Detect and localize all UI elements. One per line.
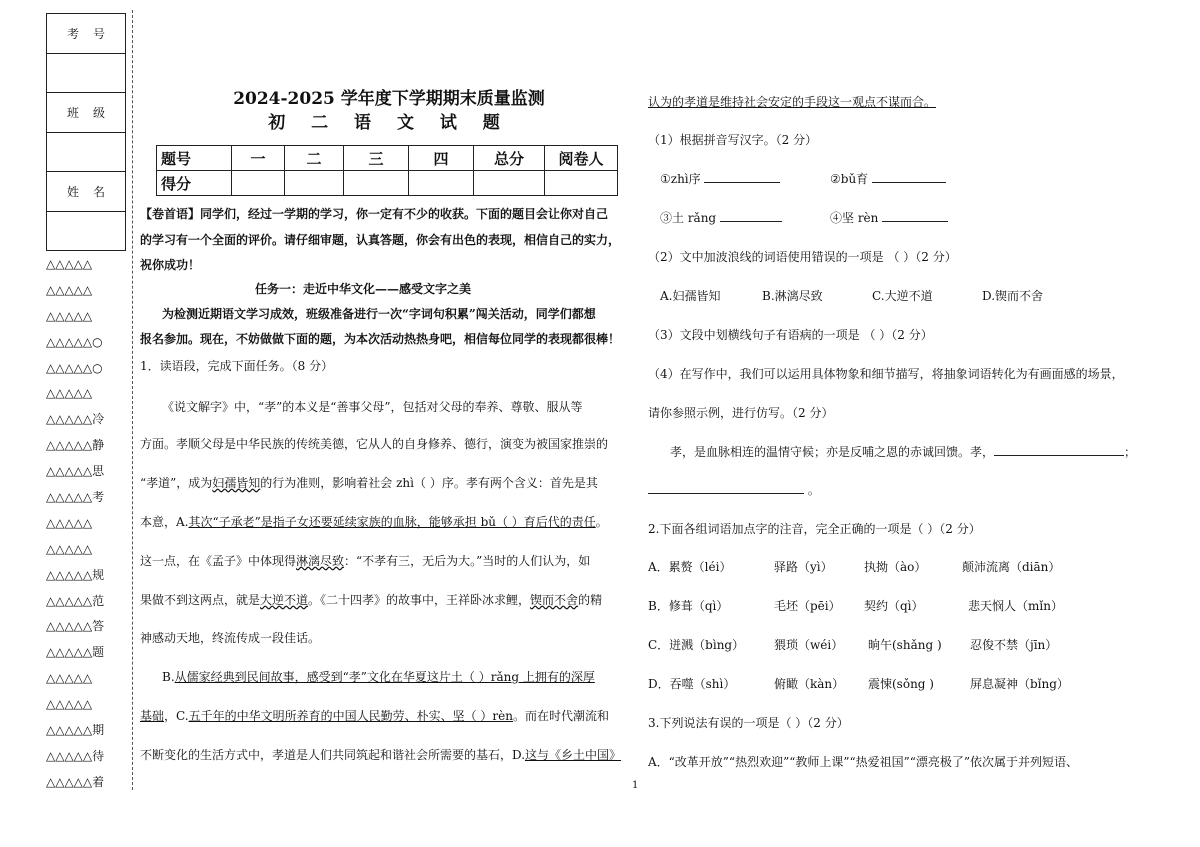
- score-cell[interactable]: [285, 171, 344, 196]
- triangle-row: △△△△△: [46, 386, 93, 401]
- wavy-word: 妇孺皆知: [212, 476, 261, 490]
- passage-line: 本意，A.其次“子承老”是指子女还要延续家族的血脉，能够承担 bǔ（ ）育后代的责任。: [140, 515, 608, 529]
- subq1-stem: （1）根据拼音写汉字。（2 分）: [648, 133, 818, 147]
- binding-dashed-line: [132, 10, 133, 790]
- score-cell[interactable]: [232, 171, 285, 196]
- passage-line: 《说文解字》中，“孝”的本义是“善事父母”，包括对父母的奉养、尊敬、服从等: [162, 400, 583, 414]
- score-table: [156, 145, 618, 196]
- pinyin-item: ④坚 rèn: [830, 209, 948, 226]
- intro-line: 【卷首语】同学们，经过一学期的学习，你一定有不少的收获。下面的题目会让你对自己: [140, 207, 609, 221]
- triangle-row: △△△△△: [46, 282, 93, 297]
- passage-line: 这一点，在《孟子》中体现得淋漓尽致：“不孝有三，无后为大。”当时的人们认为，如: [140, 554, 591, 568]
- passage-line: 方面。孝顺父母是中华民族的传统美德，它从人的自身修养、德行，演变为被国家推崇的: [140, 437, 609, 451]
- answer-blank[interactable]: [704, 170, 780, 183]
- score-table-header-row: [157, 146, 618, 171]
- triangle-row: △△△△△○: [46, 334, 103, 349]
- score-cell[interactable]: [545, 171, 618, 196]
- triangle-row: △△△△△期: [46, 723, 105, 738]
- student-info-box: [46, 13, 126, 251]
- pinyin-item: ②bǔ育: [830, 170, 946, 187]
- passage-line: 不断变化的生活方式中，孝道是人们共同筑起和谐社会所需要的基石，D.这与《乡土中国》: [140, 748, 622, 762]
- answer-blank[interactable]: [720, 209, 782, 222]
- table-cell: 总分: [474, 146, 545, 171]
- table-cell: 得分: [157, 171, 232, 196]
- table-cell: 二: [285, 146, 344, 171]
- option-d: D.锲而不舍: [982, 289, 1044, 303]
- triangle-row: △△△△△: [46, 308, 93, 323]
- table-cell: 题号: [157, 146, 232, 171]
- option-c: C.大逆不道: [872, 289, 933, 303]
- subq2-stem: （2）文中加波浪线的词语使用错误的一项是 （ ）（2 分）: [648, 250, 957, 264]
- imitation-example: 孝，是血脉相连的温情守候；亦是反哺之恩的赤诚回馈。孝， ；: [670, 445, 1137, 459]
- option-a: A.妇孺皆知: [660, 289, 721, 303]
- triangle-row: △△△△△题: [46, 645, 105, 660]
- underlined-sentence-b: 从儒家经典到民间故事，感受到“孝”文化在华夏这片土（ ）rǎng 上拥有的深厚: [174, 670, 595, 684]
- wavy-word: 大逆不道: [260, 593, 309, 607]
- class-label: 班级: [47, 93, 125, 133]
- q3-stem: 3.下列说法有误的一项是（ ）（2 分）: [648, 716, 849, 730]
- passage-line: 基础，C.五千年的中华文明所养育的中国人民勤劳、朴实、坚（ ）rèn。而在时代潮流和: [140, 709, 609, 723]
- triangle-row: △△△△△冷: [46, 412, 105, 427]
- q3-option-a: A．“改革开放”“热烈欢迎”“教师上课”“热爱祖国”“漂亮极了”依次属于并列短语、: [648, 755, 1079, 769]
- underlined-sentence-a: 其次“子承老”是指子女还要延续家族的血脉，能够承担 bǔ（ ）育后代的责任: [188, 515, 596, 529]
- triangle-row: △△△△△思: [46, 464, 105, 479]
- passage-line: 果做不到这两点，就是大逆不道。《二十四孝》的故事中，王祥卧冰求鲤，锲而不舍的精: [140, 593, 603, 607]
- exam-title: 2024-2025 学年度下学期期末质量监测: [233, 89, 545, 109]
- table-cell: 四: [409, 146, 474, 171]
- triangle-row: △△△△△: [46, 671, 93, 686]
- triangle-row: △△△△△: [46, 515, 93, 530]
- q2-stem: 2.下面各组词语加点字的注音，完全正确的一项是（ ）（2 分）: [648, 522, 981, 536]
- triangle-row: △△△△△○: [46, 360, 103, 375]
- triangle-row: △△△△△范: [46, 593, 105, 608]
- subq3-stem: （3）文段中划横线句子有语病的一项是 （ ）（2 分）: [648, 328, 933, 342]
- score-cell[interactable]: [474, 171, 545, 196]
- table-cell: 三: [344, 146, 409, 171]
- subq4-stem: （4）在写作中，我们可以运用具体物象和细节描写，将抽象词语转化为有画面感的场景，: [648, 367, 1124, 381]
- intro-line: 祝你成功！: [140, 258, 201, 272]
- triangle-row: △△△△△: [46, 697, 93, 712]
- passage-continuation: 认为的孝道是维持社会安定的手段这一观点不谋而合。: [648, 95, 937, 109]
- score-cell[interactable]: [344, 171, 409, 196]
- imitation-blank-line: 。: [648, 481, 820, 498]
- exam-number-field[interactable]: [47, 54, 125, 94]
- pinyin-item: ①zhì序: [660, 170, 780, 187]
- triangle-row: △△△△△: [46, 541, 93, 556]
- option-b: B.淋漓尽致: [762, 289, 823, 303]
- task1-title: 任务一：走近中华文化——感受文字之美: [255, 282, 472, 296]
- triangle-row: △△△△△静: [46, 438, 105, 453]
- pinyin-item: ③土 rǎng: [660, 209, 782, 226]
- table-cell: 阅卷人: [545, 146, 618, 171]
- binding-triangle-list: [46, 256, 130, 800]
- imitation-blank[interactable]: [648, 481, 804, 494]
- triangle-row: △△△△△着: [46, 774, 105, 789]
- passage-line: 神感动天地，终流传成一段佳话。: [140, 631, 321, 645]
- class-field[interactable]: [47, 133, 125, 173]
- answer-blank[interactable]: [872, 170, 946, 183]
- score-cell[interactable]: [409, 171, 474, 196]
- triangle-row: △△△△△考: [46, 490, 105, 505]
- passage-line: B.从儒家经典到民间故事，感受到“孝”文化在华夏这片土（ ）rǎng 上拥有的深厚: [162, 670, 595, 684]
- score-table-score-row: [157, 171, 618, 196]
- subq4-stem: 请你参照示例，进行仿写。（2 分）: [648, 406, 834, 420]
- wavy-word: 锲而不舍: [530, 593, 579, 607]
- passage-line: “孝道”，成为妇孺皆知的行为准则，影响着社会 zhì（ ）序。孝有两个含义：首先是其: [140, 476, 598, 490]
- imitation-blank[interactable]: [994, 443, 1124, 456]
- exam-number-label: 考号: [47, 14, 125, 54]
- triangle-row: △△△△△: [46, 257, 93, 271]
- answer-blank[interactable]: [882, 209, 948, 222]
- task1-line: 为检测近期语文学习成效，班级准备进行一次“字词句积累”闯关活动，同学们都想: [162, 307, 596, 321]
- name-field[interactable]: [47, 212, 125, 252]
- triangle-row: △△△△△答: [46, 619, 105, 634]
- exam-subtitle: 初 二 语 文 试 题: [268, 113, 510, 133]
- table-cell: 一: [232, 146, 285, 171]
- wavy-word: 淋漓尽致: [296, 554, 345, 568]
- q1-stem: 1．读语段，完成下面任务。（8 分）: [140, 359, 334, 373]
- task1-line: 报名参加。现在，不妨做做下面的题，为本次活动热热身吧，相信每位同学的表现都很棒！: [140, 332, 621, 346]
- triangle-row: △△△△△规: [46, 567, 105, 582]
- intro-line: 的学习有一个全面的评价。请仔细审题，认真答题，你会有出色的表现，相信自己的实力，: [140, 233, 621, 247]
- triangle-row: △△△△△待: [46, 748, 105, 763]
- underlined-sentence-c: 五千年的中华文明所养育的中国人民勤劳、朴实、坚（ ）rèn: [188, 709, 513, 723]
- page-number: 1: [632, 780, 639, 791]
- name-label: 姓名: [47, 172, 125, 212]
- underlined-sentence-d: 这与《乡土中国》: [525, 748, 622, 762]
